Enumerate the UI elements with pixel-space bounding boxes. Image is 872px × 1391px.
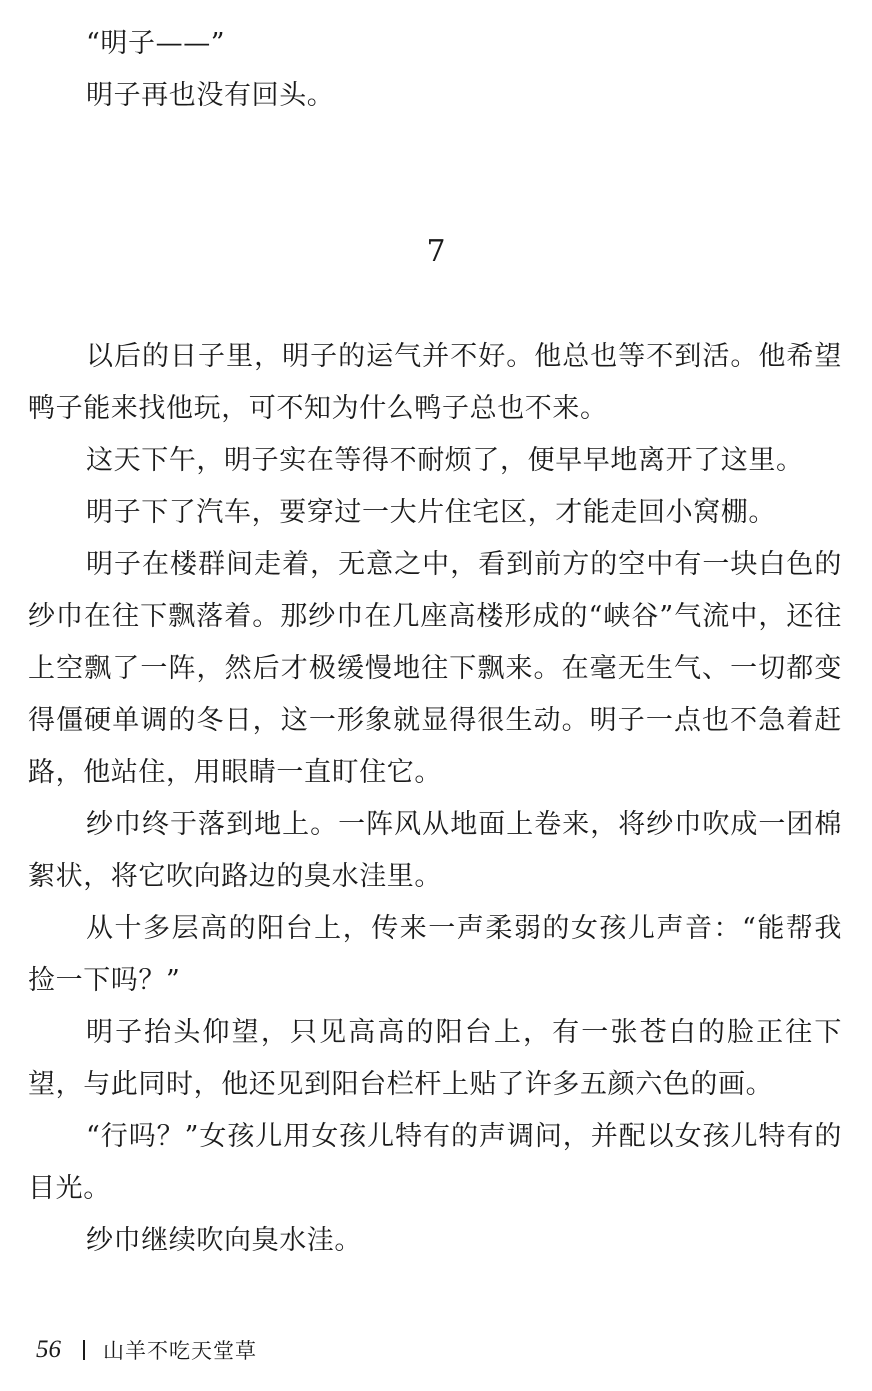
paragraph: 纱巾终于落到地上。一阵风从地面上卷来，将纱巾吹成一团棉絮状，将它吹向路边的臭水洼里。 xyxy=(28,809,842,892)
paragraph: 明子在楼群间走着，无意之中，看到前方的空中有一块白色的纱巾在往下飘落着。那纱巾在几座高楼形成的“峡谷”气流中，还往上空飘了一阵，然后才极缓慢地往下飘来。在毫无生气、一切都变得僵硬单调的冬日，这一形象就显得很生动。明子一点也不急着赶路，他站住，用眼睛一直盯住它。 xyxy=(28,549,842,788)
paragraph: 明子再也没有回头。 xyxy=(86,80,335,111)
paragraph: 以后的日子里，明子的运气并不好。他总也等不到活。他希望鸭子能来找他玩，可不知为什么鸭子总也不来。 xyxy=(28,341,842,424)
chapter-body-text xyxy=(28,331,842,1267)
chapter-number: 7 xyxy=(426,234,446,269)
paragraph: 这天下午，明子实在等得不耐烦了，便早早地离开了这里。 xyxy=(86,445,804,476)
footer-divider xyxy=(83,1340,85,1360)
page-footer xyxy=(36,1333,257,1367)
paragraph: “明子——” xyxy=(86,28,226,59)
paragraph: 明子下了汽车，要穿过一大片住宅区，才能走回小窝棚。 xyxy=(86,497,776,528)
page-number: 56 xyxy=(36,1336,61,1363)
paragraph: 明子抬头仰望，只见高高的阳台上，有一张苍白的脸正往下望，与此同时，他还见到阳台栏杆上贴了许多五颜六色的画。 xyxy=(28,1017,842,1100)
paragraph: 纱巾继续吹向臭水洼。 xyxy=(86,1225,362,1256)
paragraph: “行吗？”女孩儿用女孩儿特有的声调问，并配以女孩儿特有的目光。 xyxy=(28,1121,842,1204)
paragraph: 从十多层高的阳台上，传来一声柔弱的女孩儿声音：“能帮我捡一下吗？” xyxy=(28,913,842,996)
previous-section-text xyxy=(28,18,842,122)
book-title: 山羊不吃天堂草 xyxy=(103,1340,257,1363)
